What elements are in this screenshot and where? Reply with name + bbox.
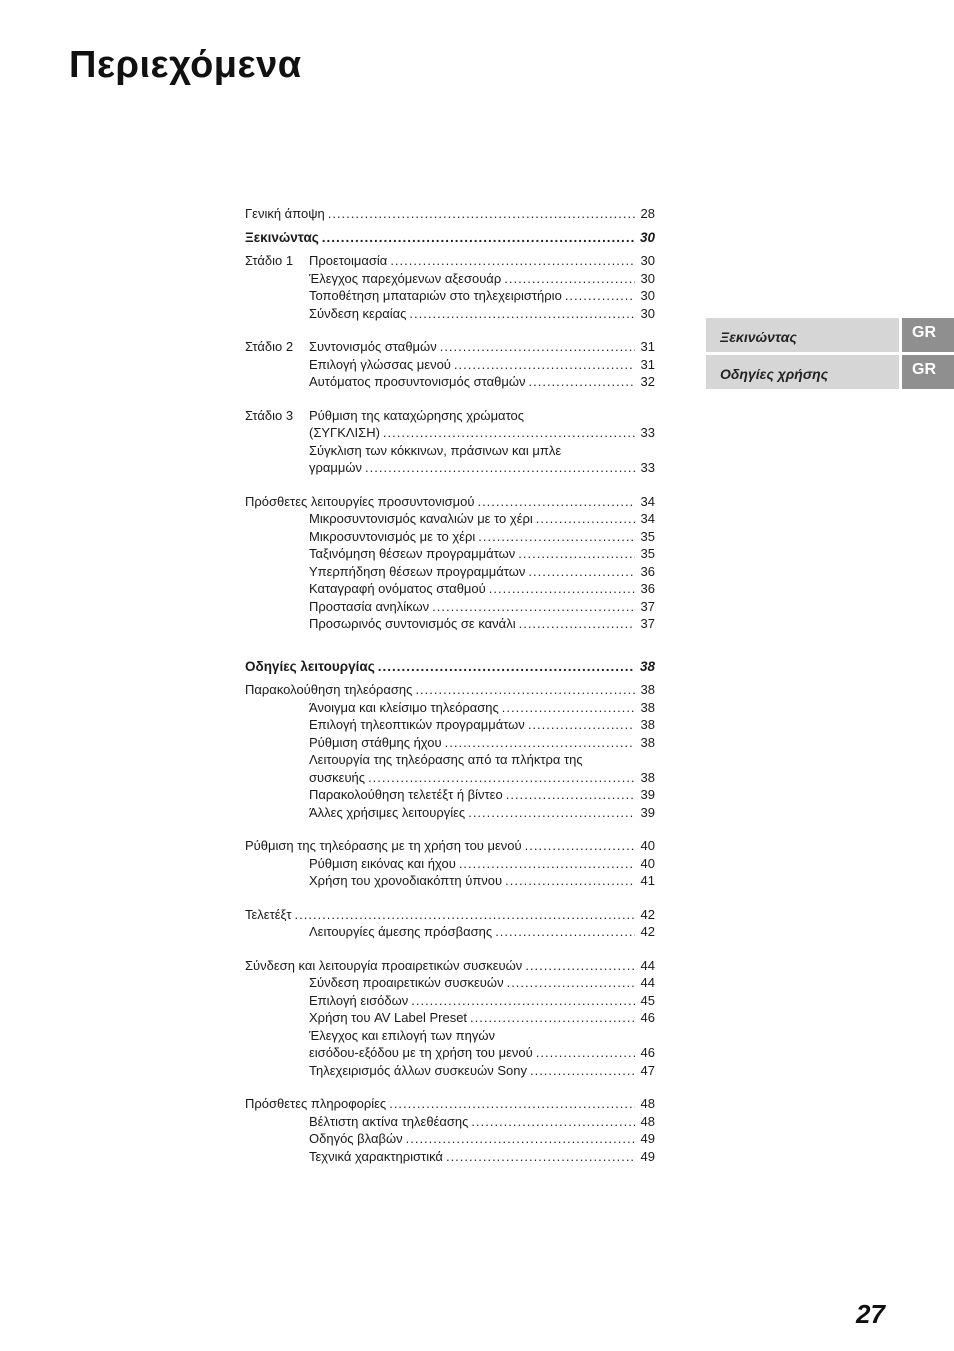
dot-leader <box>409 305 635 323</box>
toc-entry-title: Χρήση του χρονοδιακόπτη ύπνου <box>309 873 503 888</box>
dot-leader <box>504 270 635 288</box>
toc-entry[interactable] <box>245 598 655 616</box>
toc-entry[interactable] <box>245 681 655 699</box>
dot-leader <box>502 699 635 717</box>
toc-entry[interactable] <box>245 305 655 323</box>
toc-entry-title: Σύγκλιση των κόκκινων, πράσινων και μπλε <box>309 442 562 458</box>
toc-page-number: 33 <box>640 460 655 475</box>
toc-entry-title: Πρόσθετες λειτουργίες προσυντονισμού <box>245 493 475 509</box>
toc-entry-title: Ρύθμιση στάθμης ήχου <box>309 734 442 750</box>
dot-leader <box>454 356 635 374</box>
toc-entry[interactable] <box>245 338 655 356</box>
toc-page-number: 31 <box>640 356 655 372</box>
dot-leader <box>432 598 635 616</box>
dot-leader <box>528 563 635 581</box>
toc-entry-title: συσκευής <box>309 769 366 785</box>
toc-page-number: 38 <box>640 734 655 750</box>
toc-entry-title: Γενική άποψη <box>245 206 325 221</box>
dot-leader <box>536 510 635 528</box>
toc-page-number: 31 <box>640 339 655 354</box>
toc-entry[interactable] <box>245 1044 655 1062</box>
dot-leader <box>506 786 635 804</box>
dot-leader <box>470 1009 635 1027</box>
toc-entry[interactable] <box>245 510 655 528</box>
dot-leader <box>477 493 635 511</box>
language-badge: GR <box>902 355 954 389</box>
toc-entry[interactable] <box>245 1130 655 1148</box>
toc-entry[interactable] <box>245 1027 655 1045</box>
page-title: Περιεχόμενα <box>69 44 302 86</box>
toc-entry[interactable] <box>245 373 655 391</box>
toc-page-number: 30 <box>639 229 655 245</box>
toc-page-number: 30 <box>640 253 655 268</box>
toc-entry-title: Τελετέξτ <box>245 906 292 922</box>
toc-page-number: 46 <box>640 1010 655 1025</box>
toc-entry-title: Τοποθέτηση μπαταριών στο τηλεχειριστήριο <box>309 288 562 303</box>
toc-entry[interactable] <box>245 699 655 717</box>
toc-page-number: 44 <box>640 975 655 990</box>
toc-entry-title: Άνοιγμα και κλείσιμο τηλεόρασης <box>309 699 499 715</box>
toc-entry-title: Σύνδεση προαιρετικών συσκευών <box>309 975 504 990</box>
toc-entry[interactable] <box>245 1113 655 1131</box>
dot-leader <box>295 906 636 924</box>
side-tab-getting-started[interactable] <box>706 318 954 352</box>
toc-entry-title: Βέλτιστη ακτίνα τηλεθέασης <box>309 1113 469 1129</box>
dot-leader <box>440 338 635 356</box>
toc-entry[interactable] <box>245 205 655 223</box>
toc-page-number: 33 <box>640 425 655 440</box>
toc-entry[interactable] <box>245 734 655 752</box>
toc-entry[interactable] <box>245 769 655 787</box>
dot-leader <box>565 287 635 305</box>
toc-page-number: 48 <box>640 1096 655 1111</box>
toc-page-number: 49 <box>640 1148 655 1164</box>
toc-entry-title: Έλεγχος παρεχόμενων αξεσουάρ <box>309 270 502 286</box>
toc-page-number: 38 <box>640 769 655 785</box>
page-number: 27 <box>856 1299 885 1329</box>
toc-entry-title: Υπερπήδηση θέσεων προγραμμάτων <box>309 563 526 579</box>
toc-section-heading[interactable] <box>245 229 655 247</box>
toc-entry-title: Ταξινόμηση θέσεων προγραμμάτων <box>309 546 516 561</box>
toc-entry[interactable] <box>245 407 655 425</box>
toc-entry-title: γραμμών <box>309 460 363 475</box>
toc-entry-title: Σύνδεση κεραίας <box>309 305 407 321</box>
toc-page-number: 32 <box>640 374 655 389</box>
dot-leader <box>518 545 635 563</box>
toc-entry-title: Χρήση του AV Label Preset <box>309 1010 468 1025</box>
toc-page-number: 40 <box>640 838 655 853</box>
toc-entry[interactable] <box>245 716 655 734</box>
toc-entry-title: Συντονισμός σταθμών <box>309 339 437 354</box>
toc-entry[interactable] <box>245 287 655 305</box>
toc-page-number: 30 <box>640 288 655 303</box>
toc-entry[interactable] <box>245 1009 655 1027</box>
toc-entry-title: Επιλογή γλώσσας μενού <box>309 356 451 372</box>
dot-leader <box>519 615 635 633</box>
toc-page-number: 37 <box>640 598 655 614</box>
toc-page-number: 46 <box>640 1045 655 1060</box>
dot-leader <box>528 716 635 734</box>
toc-entry[interactable] <box>245 563 655 581</box>
toc-page-number: 34 <box>640 511 655 526</box>
toc-page-number: 38 <box>640 699 655 715</box>
toc-entry[interactable] <box>245 923 655 941</box>
toc-page-number: 48 <box>640 1113 655 1129</box>
dot-leader <box>536 1044 635 1062</box>
toc-entry-title: Μικροσυντονισμός με το χέρι <box>309 528 476 544</box>
dot-leader <box>471 1113 635 1131</box>
toc-page-number: 36 <box>640 563 655 579</box>
toc-page-number: 49 <box>640 1131 655 1146</box>
toc-page-number: 45 <box>640 992 655 1008</box>
toc-entry[interactable] <box>245 459 655 477</box>
dot-leader <box>530 1062 635 1080</box>
toc-page-number: 34 <box>640 493 655 509</box>
toc-entry[interactable] <box>245 906 655 924</box>
toc-entry[interactable] <box>245 493 655 511</box>
toc-entry[interactable] <box>245 356 655 374</box>
toc-entry-title: Επιλογή τηλεοπτικών προγραμμάτων <box>309 717 525 732</box>
toc-page-number: 38 <box>640 717 655 732</box>
toc-page-number: 40 <box>640 855 655 871</box>
toc-page-number: 38 <box>640 682 655 697</box>
toc-entry-title: Αυτόματος προσυντονισμός σταθμών <box>309 374 526 389</box>
toc-entry-title: εισόδου-εξόδου με τη χρήση του μενού <box>309 1045 533 1060</box>
language-badge: GR <box>902 318 954 352</box>
dot-leader <box>525 837 635 855</box>
dot-leader <box>406 1130 635 1148</box>
dot-leader <box>365 459 635 477</box>
dot-leader <box>495 923 635 941</box>
toc-entry[interactable] <box>245 1062 655 1080</box>
toc-page-number: 37 <box>640 616 655 631</box>
toc-entry-title: Προσωρινός συντονισμός σε κανάλι <box>309 616 516 631</box>
dot-leader <box>322 229 635 247</box>
toc-entry[interactable] <box>245 252 655 270</box>
toc-page-number: 30 <box>640 305 655 321</box>
dot-leader <box>383 424 635 442</box>
toc-entry[interactable] <box>245 786 655 804</box>
toc-entry-title: Παρακολούθηση τηλεόρασης <box>245 682 413 697</box>
toc-entry[interactable] <box>245 1148 655 1166</box>
toc-entry-title: Επιλογή εισόδων <box>309 992 409 1008</box>
side-tab-operating-instructions[interactable] <box>706 355 954 389</box>
side-tab-label: Οδηγίες χρήσης <box>706 355 899 389</box>
toc-entry[interactable] <box>245 1095 655 1113</box>
dot-leader <box>507 974 635 992</box>
toc-stage-label: Στάδιο 1 <box>245 253 294 268</box>
toc-entry-title: Προετοιμασία <box>309 253 388 268</box>
toc-entry-title: Μικροσυντονισμός καναλιών με το χέρι <box>309 511 533 526</box>
dot-leader <box>468 804 635 822</box>
toc-entry-title: Ρύθμιση εικόνας και ήχου <box>309 855 456 871</box>
toc-entry-title: Τεχνικά χαρακτηριστικά <box>309 1148 443 1164</box>
dot-leader <box>478 528 635 546</box>
side-tab-label: Ξεκινώντας <box>706 318 899 352</box>
toc-entry[interactable] <box>245 270 655 288</box>
toc-page-number: 30 <box>640 270 655 286</box>
dot-leader <box>328 205 635 223</box>
toc-entry-title: Παρακολούθηση τελετέξτ ή βίντεο <box>309 787 503 802</box>
dot-leader <box>389 1095 635 1113</box>
toc-page-number: 38 <box>639 658 655 674</box>
dot-leader <box>446 1148 635 1166</box>
dot-leader <box>378 658 635 676</box>
toc-entry-title: Οδηγίες λειτουργίας <box>245 658 375 674</box>
toc-entry-title: Λειτουργία της τηλεόρασης από τα πλήκτρα της <box>309 752 583 767</box>
table-of-contents <box>245 205 655 1165</box>
toc-entry[interactable] <box>245 580 655 598</box>
dot-leader <box>529 373 636 391</box>
toc-entry-title: Ρύθμιση της καταχώρησης χρώματος <box>309 407 525 423</box>
toc-page-number: 47 <box>640 1062 655 1078</box>
toc-entry-title: Ρύθμιση της τηλεόρασης με τη χρήση του μενού <box>245 838 522 853</box>
toc-entry[interactable] <box>245 545 655 563</box>
toc-page-number: 35 <box>640 528 655 544</box>
toc-entry-title: Καταγραφή ονόματος σταθμού <box>309 581 486 596</box>
toc-entry[interactable] <box>245 855 655 873</box>
toc-page-number: 28 <box>640 206 655 221</box>
toc-entry[interactable] <box>245 615 655 633</box>
toc-entry-title: Οδηγός βλαβών <box>309 1131 403 1146</box>
dot-leader <box>368 769 635 787</box>
toc-entry-title: Ξεκινώντας <box>245 229 319 245</box>
toc-entry-title: Τηλεχειρισμός άλλων συσκευών Sony <box>309 1062 527 1078</box>
dot-leader <box>505 872 635 890</box>
toc-entry-title: Έλεγχος και επιλογή των πηγών <box>309 1027 496 1043</box>
toc-page-number: 35 <box>640 546 655 561</box>
dot-leader <box>390 252 635 270</box>
toc-section-heading[interactable] <box>245 658 655 676</box>
toc-entry[interactable] <box>245 528 655 546</box>
dot-leader <box>525 957 635 975</box>
toc-entry[interactable] <box>245 974 655 992</box>
toc-page-number: 42 <box>640 924 655 939</box>
toc-page-number: 39 <box>640 804 655 820</box>
toc-entry[interactable] <box>245 442 655 460</box>
toc-entry[interactable] <box>245 872 655 890</box>
dot-leader <box>445 734 635 752</box>
toc-entry-title: Προστασία ανηλίκων <box>309 598 430 614</box>
toc-entry-title: Πρόσθετες πληροφορίες <box>245 1096 387 1111</box>
toc-entry[interactable] <box>245 957 655 975</box>
toc-page-number: 41 <box>640 873 655 888</box>
toc-page-number: 39 <box>640 787 655 802</box>
toc-entry[interactable] <box>245 804 655 822</box>
toc-stage-label: Στάδιο 3 <box>245 407 294 423</box>
toc-page-number: 42 <box>640 906 655 922</box>
toc-entry[interactable] <box>245 992 655 1010</box>
toc-entry-title: Λειτουργίες άμεσης πρόσβασης <box>309 924 493 939</box>
dot-leader <box>411 992 635 1010</box>
toc-entry-title: Άλλες χρήσιμες λειτουργίες <box>309 804 466 820</box>
dot-leader <box>415 681 635 699</box>
toc-page-number: 44 <box>640 957 655 973</box>
toc-page-number: 36 <box>640 581 655 596</box>
side-tabs <box>706 318 954 392</box>
toc-entry-title: (ΣΥΓΚΛΙΣΗ) <box>309 425 380 440</box>
toc-stage-label: Στάδιο 2 <box>245 339 294 354</box>
toc-entry-title: Σύνδεση και λειτουργία προαιρετικών συσκευών <box>245 957 523 973</box>
dot-leader <box>489 580 635 598</box>
toc-entry[interactable] <box>245 424 655 442</box>
dot-leader <box>459 855 635 873</box>
toc-entry[interactable] <box>245 837 655 855</box>
toc-entry[interactable] <box>245 751 655 769</box>
